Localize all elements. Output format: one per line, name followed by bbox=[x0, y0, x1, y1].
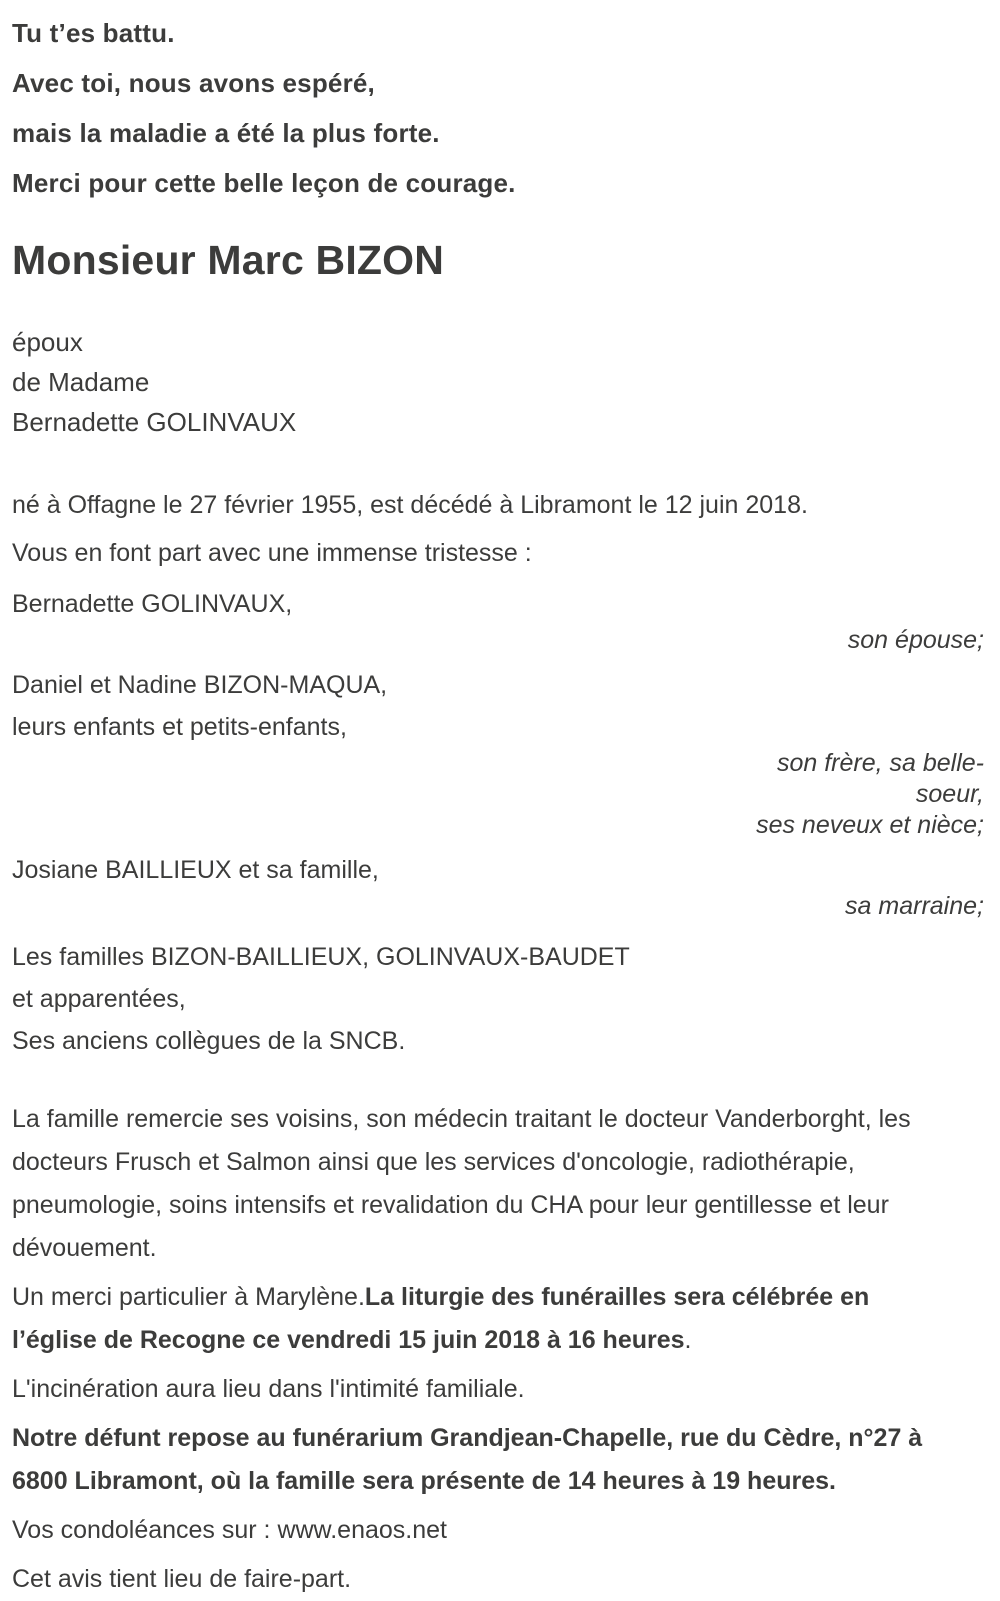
mourner-name: Bernadette GOLINVAUX, bbox=[12, 590, 293, 618]
liturgy-period: . bbox=[684, 1326, 692, 1354]
incineration-line: L'incinération aura lieu dans l'intimité familiale. bbox=[12, 1375, 525, 1403]
condolences-line bbox=[12, 1509, 957, 1552]
epigraph-line-4: Merci pour cette belle leçon de courage. bbox=[12, 168, 516, 198]
mourner-name: Les familles BIZON-BAILLIEUX, GOLINVAUX-BAUDET bbox=[12, 943, 630, 971]
merci-particulier-text: Un merci particulier à Marylène. bbox=[12, 1283, 365, 1311]
mourner-name: leurs enfants et petits-enfants, bbox=[12, 713, 347, 741]
mourner-entry-godmother bbox=[12, 849, 986, 922]
relation-line-3: Bernadette GOLINVAUX bbox=[12, 407, 297, 437]
announcement-line: Vous en font part avec une immense tristesse : bbox=[12, 539, 532, 567]
mourner-relation: son épouse; bbox=[847, 626, 984, 654]
mourner-relation: son frère, sa belle- bbox=[776, 749, 984, 777]
liturgy-announcement-text: La liturgie des funérailles sera célébrée en l’église de Recogne ce vendredi 15 juin 2018 à 16 heures bbox=[12, 1283, 870, 1354]
mourner-relation-block bbox=[12, 748, 986, 841]
relation-line-2: de Madame bbox=[12, 367, 150, 397]
mourner-relation-block bbox=[12, 891, 986, 922]
mourner-name: et apparentées, bbox=[12, 985, 186, 1013]
mourner-name: Daniel et Nadine BIZON-MAQUA, bbox=[12, 671, 388, 699]
condolences-url-link[interactable]: www.enaos.net bbox=[277, 1516, 447, 1544]
deceased-relation-block bbox=[12, 322, 986, 442]
mourner-entry-brother bbox=[12, 664, 986, 841]
mourner-relation: soeur, bbox=[915, 780, 984, 808]
mourner-relation-block bbox=[12, 625, 986, 656]
mourner-entry-spouse bbox=[12, 583, 986, 656]
thanks-paragraph: La famille remercie ses voisins, son médecin traitant le docteur Vanderborght, les docteurs Frusch et Salmon ainsi que les services d'oncologie, radiothérapie, pneumologie, soins intensifs et revalidation du CHA pour leur gentillesse et leur dévouement. bbox=[12, 1105, 911, 1262]
ceremony-paragraph bbox=[12, 1276, 957, 1362]
mourner-name: Josiane BAILLIEUX et sa famille, bbox=[12, 856, 379, 884]
mourners-list bbox=[12, 583, 986, 1062]
condolences-prefix: Vos condoléances sur : bbox=[12, 1516, 278, 1544]
mourner-name: Ses anciens collègues de la SNCB. bbox=[12, 1027, 406, 1055]
repose-paragraph: Notre défunt repose au funérarium Grandjean-Chapelle, rue du Cèdre, n°27 à 6800 Libramont, où la famille sera présente de 14 heures à 19 heures. bbox=[12, 1424, 923, 1495]
epigraph-line-2: Avec toi, nous avons espéré, bbox=[12, 68, 375, 98]
mourner-entry-families bbox=[12, 936, 986, 1062]
epigraph-line-1: Tu t’es battu. bbox=[12, 18, 175, 48]
epigraph-line-3: mais la maladie a été la plus forte. bbox=[12, 118, 440, 148]
mourner-relation: ses neveux et nièce; bbox=[756, 811, 984, 839]
deceased-name-title: Monsieur Marc BIZON bbox=[12, 237, 445, 283]
life-dates-line: né à Offagne le 27 février 1955, est décédé à Libramont le 12 juin 2018. bbox=[12, 491, 808, 519]
closing-line: Cet avis tient lieu de faire-part. bbox=[12, 1565, 352, 1593]
mourner-relation: sa marraine; bbox=[845, 892, 984, 920]
relation-line-1: époux bbox=[12, 327, 83, 357]
epigraph bbox=[12, 8, 986, 208]
